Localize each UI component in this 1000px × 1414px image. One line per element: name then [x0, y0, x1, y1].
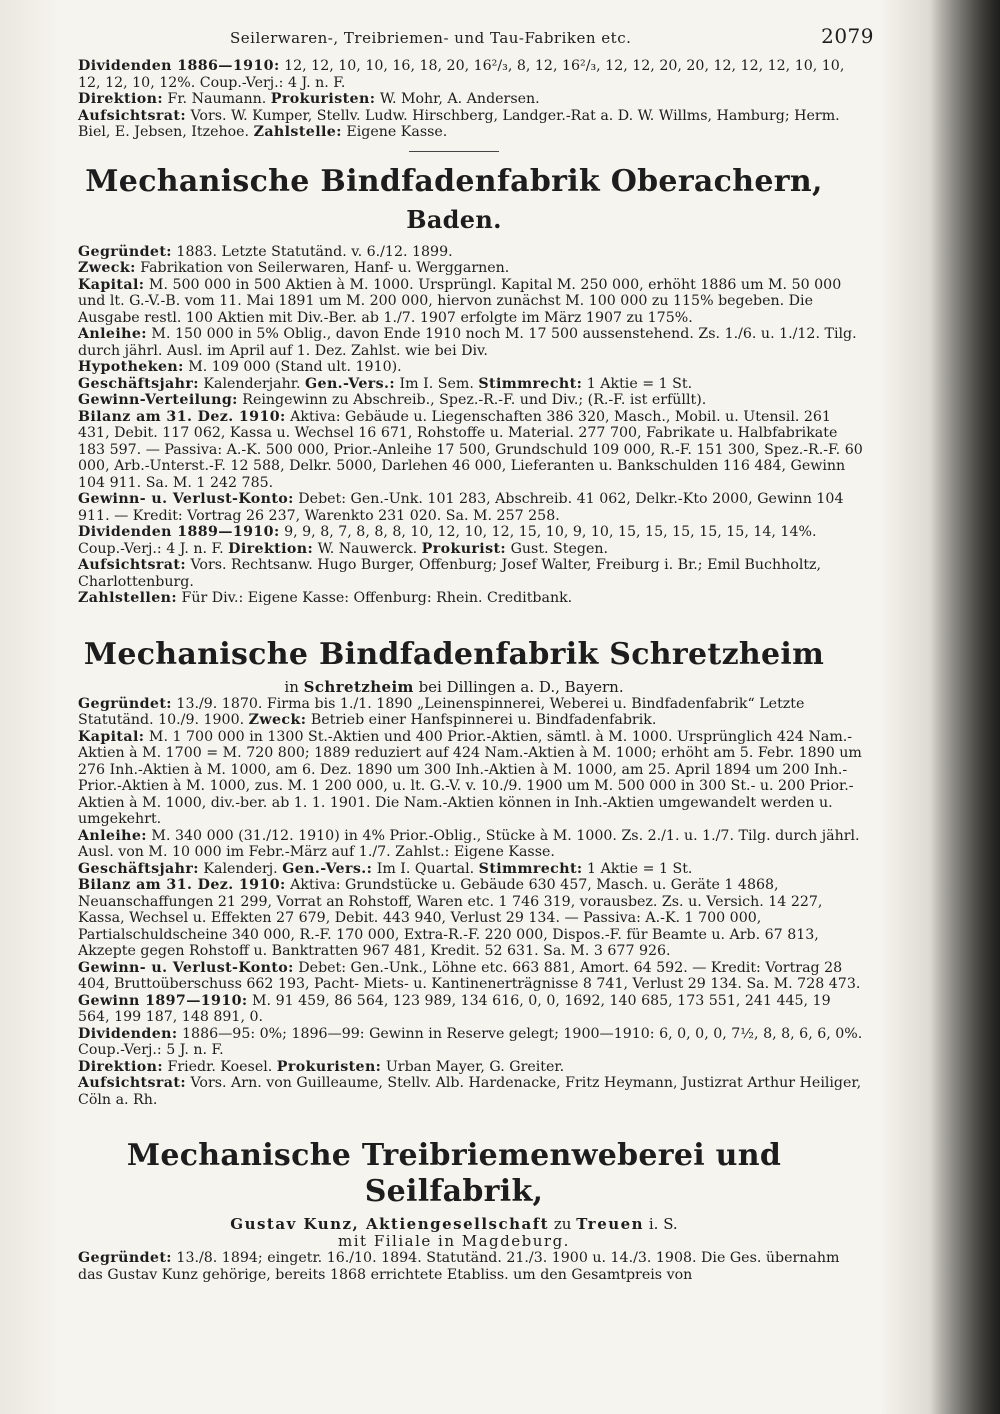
dividends-paragraph: Dividenden: 1886—95: 0%; 1896—99: Gewinn in Reserve gelegt; 1900—1910: 6, 0, 0, 0, 7½, 8, 8, 6, 6, 0%. Coup.-Verj.: 5 J. n. F.	[78, 1025, 863, 1058]
founded-paragraph: Gegründet: 13./9. 1870. Firma bis 1./1. 1890 „Leinenspinnerei, Weberei u. Bindfadenfabrik“ Letzte Statutänd. 10./9. 1900. Zweck: Betrieb einer Hanfspinnerei u. Bindfadenfabrik.	[78, 695, 805, 728]
section-divider	[409, 151, 499, 152]
founded-paragraph: Gegründet: 1883. Letzte Statutänd. v. 6./12. 1899.	[78, 243, 453, 260]
balance-sheet-paragraph: Bilanz am 31. Dez. 1910: Aktiva: Gebäude u. Liegenschaften 386 320, Masch., Mobil. u. Utensil. 261 431, Debit. 117 062, Kassa u. Wechsel 16 671, Rohstoffe u. Material. 277 700, Fabrikate u. Halbfabrikate 183 597. — Passiva: A.-K. 500 000, Prior.-Anleihe 17 500, Grundschuld 109 000, R.-F. 151 300, Spez.-R.-F. 60 000, Arb.-Unterst.-F. 12 588, Delkr. 5000, Darlehen 46 000, Lieferanten u. Bankschulden 116 484, Gewinn 104 911. Sa. M. 1 242 785.	[78, 408, 863, 491]
dividends-paragraph: Dividenden 1889—1910: 9, 9, 8, 7, 8, 8, 8, 10, 12, 10, 12, 15, 10, 9, 10, 15, 15, 15, 15, 15, 14, 14%. Coup.-Verj.: 4 J. n. F. Direktion: W. Nauwerck. Prokurist: Gust. Stegen.	[78, 524, 817, 557]
page-content	[44, 24, 874, 1283]
page-number: 2079	[821, 24, 874, 48]
spacer	[44, 1108, 864, 1130]
supervisory-board-paragraph: Aufsichtsrat: Vors. W. Kumper, Stellv. Ludw. Hirschberg, Landger.-Rat a. D. W. Willms, Hamburg; Herm. Biel, E. Jebsen, Itzehoe. Zahlstelle: Eigene Kasse.	[78, 107, 840, 140]
fiscal-year-paragraph: Geschäftsjahr: Kalenderjahr. Gen.-Vers.: Im I. Sem. Stimmrecht: 1 Aktie = 1 St.	[78, 375, 693, 392]
paying-agents-paragraph: Zahlstellen: Für Div.: Eigene Kasse: Offenburg: Rhein. Creditbank.	[78, 590, 573, 606]
profit-loss-paragraph: Gewinn- u. Verlust-Konto: Debet: Gen.-Unk., Löhne etc. 663 881, Amort. 64 592. — Kredit: Vortrag 28 404, Bruttoüberschuss 662 193, Pacht- Miets- u. Kantinenerträgnisse 8 741, Verlust 29 134. Sa. M. 728 473.	[78, 959, 861, 992]
loan-paragraph: Anleihe: M. 340 000 (31./12. 1910) in 4% Prior.-Oblig., Stücke à M. 1000. Zs. 2./1. u. 1./7. Tilg. durch jährl. Ausl. von M. 10 000 im Febr.-März auf 1./7. Zahlst.: Eigene Kasse.	[78, 827, 860, 860]
supervisory-board-paragraph: Aufsichtsrat: Vors. Arn. von Guilleaume, Stellv. Alb. Hardenacke, Fritz Heymann, Justizrat Arthur Heiliger, Cöln a. Rh.	[78, 1075, 862, 1108]
entry-branch: mit Filiale in Magdeburg.	[338, 1232, 570, 1250]
dividends-paragraph: Dividenden 1886—1910: 12, 12, 10, 10, 16, 18, 20, 16²/₃, 8, 12, 16²/₃, 12, 12, 20, 20, 12, 12, 12, 10, 10, 12, 12, 10, 12%. Coup.-Verj.: 4 J. n. F.	[78, 58, 845, 91]
entry-treuen	[44, 1138, 864, 1283]
purpose-paragraph: Zweck: Fabrikation von Seilerwaren, Hanf- u. Werggarnen.	[78, 260, 510, 276]
book-gutter-shadow	[930, 0, 1000, 1414]
profit-history-paragraph: Gewinn 1897—1910: M. 91 459, 86 564, 123 989, 134 616, 0, 0, 1692, 140 685, 173 551, 241 445, 19 564, 199 187, 148 891, 0.	[78, 992, 831, 1025]
entry-heading: Mechanische Bindfadenfabrik Oberachern, Baden.	[85, 163, 823, 234]
entry-oberachern	[44, 164, 864, 607]
profit-distribution-paragraph: Gewinn-Verteilung: Reingewinn zu Abschreib., Spez.-R.-F. und Div.; (R.-F. ist erfüllt).	[78, 392, 707, 408]
entry-location: in Schretzheim bei Dillingen a. D., Bayern.	[284, 677, 624, 696]
entry-schretzheim	[44, 637, 864, 1109]
supervisory-board-paragraph: Aufsichtsrat: Vors. Rechtsanw. Hugo Burger, Offenburg; Josef Walter, Freiburg i. Br.; Emil Buchholtz, Charlottenburg.	[78, 557, 822, 590]
capital-paragraph: Kapital: M. 1 700 000 in 1300 St.-Aktien und 400 Prior.-Aktien, sämtl. à M. 1000. Ursprünglich 424 Nam.-Aktien à M. 1700 = M. 720 800; 1889 reduziert auf 424 Nam.-Aktien à M. 1000; erhöht am 5. Febr. 1890 um 276 Inh.-Aktien à M. 1000, am 6. Dez. 1890 um 300 Inh.-Aktien à M. 1000, am 25. April 1894 um 200 Inh.-Prior.-Aktien à M. 1000, zus. M. 1 200 000, u. lt. G.-V. v. 10./9. 1900 um M. 500 000 in 300 St.- u. 200 Prior.-Aktien à M. 1000, div.-ber. ab 1. 1. 1901. Die Nam.-Aktien können in Inh.-Aktien umgewandelt werden u. umgekehrt.	[78, 728, 862, 827]
spacer	[44, 607, 864, 629]
management-paragraph: Direktion: Fr. Naumann. Prokuristen: W. Mohr, A. Andersen.	[78, 91, 540, 107]
balance-sheet-paragraph: Bilanz am 31. Dez. 1910: Aktiva: Grundstücke u. Gebäude 630 457, Masch. u. Geräte 1 4868, Neuanschaffungen 21 299, Vorrat an Rohstoff, Waren etc. 1 746 319, vorausbez. Zs. u. Versich. 14 227, Kassa, Wechsel u. Effekten 27 679, Debit. 443 940, Verlust 29 134. — Passiva: A.-K. 1 700 000, Partialschuldscheine 340 000, R.-F. 170 000, Extra-R.-F. 220 000, Dispos.-F. für Beamte u. Arb. 67 813, Akzepte gegen Rohstoff u. Banktratten 967 481, Kredit. 52 631. Sa. M. 3 677 926.	[78, 877, 823, 959]
loan-paragraph: Anleihe: M. 150 000 in 5% Oblig., davon Ende 1910 noch M. 17 500 aussenstehend. Zs. 1./6. u. 1./12. Tilg. durch jährl. Ausl. im April auf 1. Dez. Zahlst. wie bei Div.	[78, 326, 857, 359]
fiscal-year-paragraph: Geschäftsjahr: Kalenderj. Gen.-Vers.: Im I. Quartal. Stimmrecht: 1 Aktie = 1 St.	[78, 860, 693, 877]
capital-paragraph: Kapital: M. 500 000 in 500 Aktien à M. 1000. Ursprüngl. Kapital M. 250 000, erhöht 1886 um M. 50 000 und lt. G.-V.-B. vom 11. Mai 1891 um M. 200 000, hiervon zunächst M. 100 000 zu 115% begeben. Die Ausgabe restl. 100 Aktien mit Div.-Ber. ab 1./7. 1907 erfolgte im März 1907 zu 175%.	[78, 276, 842, 326]
profit-loss-paragraph: Gewinn- u. Verlust-Konto: Debet: Gen.-Unk. 101 283, Abschreib. 41 062, Delkr.-Kto 2000, Gewinn 104 911. — Kredit: Vortrag 26 237, Warenkto 231 020. Sa. M. 257 258.	[78, 491, 844, 524]
previous-entry	[44, 58, 864, 141]
entry-heading: Mechanische Treibriemenweberei und Seilfabrik,	[126, 1138, 782, 1209]
entry-heading: Mechanische Bindfadenfabrik Schretzheim	[83, 636, 825, 672]
mortgages-paragraph: Hypotheken: M. 109 000 (Stand ult. 1910).	[78, 359, 402, 375]
entry-company-name: Gustav Kunz, Aktiengesellschaft zu Treuen i. S.	[230, 1215, 678, 1233]
management-paragraph: Direktion: Friedr. Koesel. Prokuristen: Urban Mayer, G. Greiter.	[78, 1058, 565, 1075]
running-head	[44, 24, 874, 58]
founded-paragraph: Gegründet: 13./8. 1894; eingetr. 16./10. 1894. Statutänd. 21./3. 1900 u. 14./3. 1908. Die Ges. übernahm das Gustav Kunz gehörige, bereits 1868 errichtete Etabliss. um den Gesamtpreis von	[78, 1250, 840, 1283]
running-head-title: Seilerwaren-, Treibriemen- und Tau-Fabriken etc.	[230, 29, 632, 47]
